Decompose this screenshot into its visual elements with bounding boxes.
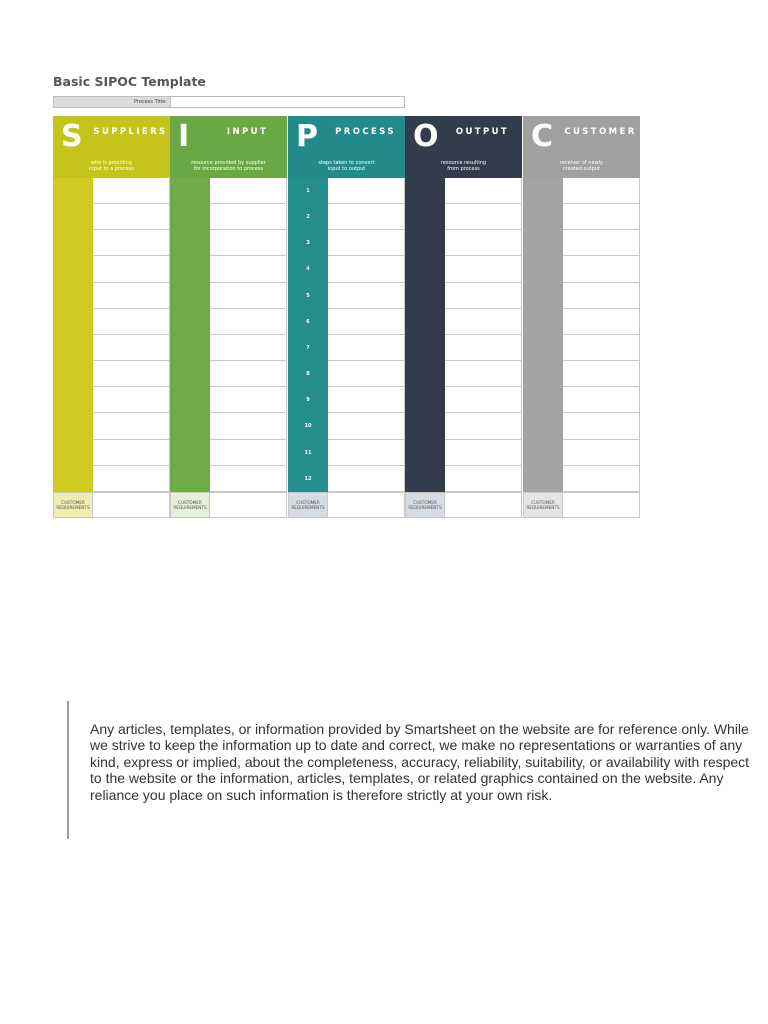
entry-cell[interactable] — [93, 361, 169, 387]
entry-cell[interactable] — [563, 230, 639, 256]
column-body — [523, 178, 640, 492]
requirements-row — [523, 492, 640, 518]
column-letter: S — [61, 119, 83, 154]
sipoc-column-process — [288, 116, 405, 518]
column-letter: C — [531, 119, 554, 154]
entry-cell[interactable] — [328, 335, 404, 361]
sipoc-column-suppliers — [53, 116, 170, 518]
step-number: 9 — [306, 397, 310, 404]
description-line: created output — [562, 166, 601, 172]
entry-cell[interactable] — [93, 204, 169, 230]
page-title: Basic SIPOC Template — [53, 74, 206, 89]
requirements-row — [405, 492, 522, 518]
customer-requirements-cell[interactable] — [93, 492, 170, 518]
step-number: 12 — [304, 475, 312, 482]
entry-cell[interactable] — [445, 387, 521, 413]
description-line: receiver of newly — [559, 160, 603, 166]
entry-cell[interactable] — [445, 361, 521, 387]
entry-cell[interactable] — [445, 413, 521, 439]
column-header — [170, 116, 287, 178]
entry-cell[interactable] — [93, 440, 169, 466]
entry-cell[interactable] — [328, 309, 404, 335]
entry-cell[interactable] — [328, 387, 404, 413]
color-strip — [170, 178, 210, 492]
entry-cell[interactable] — [93, 387, 169, 413]
entry-cell[interactable] — [210, 466, 286, 492]
entry-cell[interactable] — [563, 204, 639, 230]
column-description — [409, 160, 518, 172]
entry-cell[interactable] — [563, 309, 639, 335]
entry-cell[interactable] — [445, 230, 521, 256]
column-header — [405, 116, 522, 178]
step-number: 3 — [306, 240, 310, 247]
column-body — [288, 178, 405, 492]
entry-cell[interactable] — [563, 335, 639, 361]
entry-cell[interactable] — [93, 283, 169, 309]
description-line: from process — [447, 166, 480, 172]
column-body — [405, 178, 522, 492]
entry-cells — [93, 178, 170, 492]
entry-cell[interactable] — [210, 387, 286, 413]
entry-cell[interactable] — [563, 440, 639, 466]
entry-cell[interactable] — [563, 387, 639, 413]
column-description — [527, 160, 636, 172]
entry-cell[interactable] — [210, 178, 286, 204]
entry-cell[interactable] — [93, 256, 169, 282]
column-body — [170, 178, 287, 492]
description-line: input to a process — [89, 166, 134, 172]
entry-cell[interactable] — [93, 466, 169, 492]
customer-requirements-cell[interactable] — [563, 492, 640, 518]
step-number: 4 — [306, 266, 310, 273]
column-description — [174, 160, 283, 172]
column-letter: O — [413, 119, 439, 154]
sipoc-table — [53, 116, 640, 518]
description-line: who is providing — [91, 160, 132, 166]
entry-cell[interactable] — [445, 204, 521, 230]
column-title: CUSTOMER — [564, 127, 637, 137]
entry-cell[interactable] — [210, 440, 286, 466]
disclaimer-text: Any articles, templates, or information provided by Smartsheet on the website are for reference only. While we strive to keep the information up to date and correct, we make no representations or warranties of any kind, express or implied, about the completeness, accuracy, reliability, suitability, or availability with respect to the website or the information, articles, templates, or related graphics contained on the website. Any reliance you place on such information is therefore strictly at your own risk. — [90, 721, 750, 803]
entry-cell[interactable] — [563, 466, 639, 492]
description-line: input to output — [327, 166, 366, 172]
step-number: 7 — [306, 344, 310, 351]
entry-cell[interactable] — [210, 413, 286, 439]
process-title-row — [53, 96, 405, 108]
process-title-input[interactable] — [171, 97, 404, 107]
entry-cell[interactable] — [445, 466, 521, 492]
entry-cell[interactable] — [210, 230, 286, 256]
entry-cell[interactable] — [93, 309, 169, 335]
entry-cells — [210, 178, 287, 492]
entry-cell[interactable] — [445, 256, 521, 282]
entry-cell[interactable] — [210, 256, 286, 282]
requirements-row — [170, 492, 287, 518]
column-letter: I — [178, 119, 190, 154]
entry-cell[interactable] — [328, 361, 404, 387]
entry-cell[interactable] — [93, 413, 169, 439]
column-title: PROCESS — [335, 127, 396, 137]
entry-cell[interactable] — [328, 466, 404, 492]
entry-cell[interactable] — [563, 283, 639, 309]
entry-cell[interactable] — [445, 309, 521, 335]
entry-cell[interactable] — [328, 230, 404, 256]
description-line: for incorporation to process — [193, 166, 264, 172]
color-strip — [523, 178, 563, 492]
step-number: 1 — [306, 188, 310, 194]
customer-requirements-cell[interactable] — [445, 492, 522, 518]
step-number: 6 — [306, 318, 310, 325]
color-strip — [53, 178, 93, 492]
requirements-row — [53, 492, 170, 518]
customer-requirements-label: CUSTOMER REQUIREMENTS — [523, 492, 563, 518]
entry-cell[interactable] — [445, 440, 521, 466]
entry-cell[interactable] — [563, 361, 639, 387]
color-strip — [405, 178, 445, 492]
column-header — [53, 116, 170, 178]
description-line: resource resulting — [440, 160, 487, 166]
entry-cell[interactable] — [210, 309, 286, 335]
customer-requirements-label: CUSTOMER REQUIREMENTS — [405, 492, 445, 518]
step-number: 5 — [306, 292, 310, 299]
step-number: 2 — [306, 214, 310, 221]
customer-requirements-cell[interactable] — [210, 492, 287, 518]
disclaimer-divider — [67, 701, 69, 839]
entry-cell[interactable] — [445, 178, 521, 204]
entry-cell[interactable] — [328, 204, 404, 230]
column-title: INPUT — [226, 127, 269, 137]
sipoc-column-output — [405, 116, 522, 518]
sipoc-column-input — [170, 116, 287, 518]
entry-cell[interactable] — [328, 178, 404, 204]
entry-cell[interactable] — [93, 178, 169, 204]
entry-cell[interactable] — [328, 283, 404, 309]
column-header — [523, 116, 640, 178]
entry-cells — [328, 178, 405, 492]
entry-cell[interactable] — [328, 256, 404, 282]
entry-cells — [445, 178, 522, 492]
entry-cell[interactable] — [210, 204, 286, 230]
step-number: 8 — [306, 371, 310, 378]
entry-cells — [563, 178, 640, 492]
requirements-row — [288, 492, 405, 518]
sipoc-column-customer — [523, 116, 640, 518]
entry-cell[interactable] — [445, 335, 521, 361]
entry-cell[interactable] — [93, 335, 169, 361]
entry-cell[interactable] — [93, 230, 169, 256]
entry-cell[interactable] — [445, 283, 521, 309]
customer-requirements-label: CUSTOMER REQUIREMENTS — [288, 492, 328, 518]
column-description — [57, 160, 166, 172]
step-number: 10 — [304, 423, 312, 430]
step-number: 11 — [304, 449, 312, 456]
column-title: OUTPUT — [455, 127, 510, 137]
entry-cell[interactable] — [210, 335, 286, 361]
column-description — [292, 160, 401, 172]
column-title: SUPPLIERS — [93, 127, 168, 137]
entry-cell[interactable] — [563, 413, 639, 439]
customer-requirements-label: CUSTOMER REQUIREMENTS — [53, 492, 93, 518]
entry-cell[interactable] — [210, 361, 286, 387]
column-header — [288, 116, 405, 178]
entry-cell[interactable] — [210, 283, 286, 309]
entry-cell[interactable] — [563, 256, 639, 282]
entry-cell[interactable] — [328, 413, 404, 439]
description-line: steps taken to convert — [318, 160, 375, 166]
customer-requirements-cell[interactable] — [328, 492, 405, 518]
entry-cell[interactable] — [563, 178, 639, 204]
process-title-label: Process Title: — [54, 97, 171, 107]
column-letter: P — [296, 119, 318, 154]
column-body — [53, 178, 170, 492]
entry-cell[interactable] — [328, 440, 404, 466]
description-line: resource provided by supplier — [191, 160, 266, 166]
customer-requirements-label: CUSTOMER REQUIREMENTS — [170, 492, 210, 518]
